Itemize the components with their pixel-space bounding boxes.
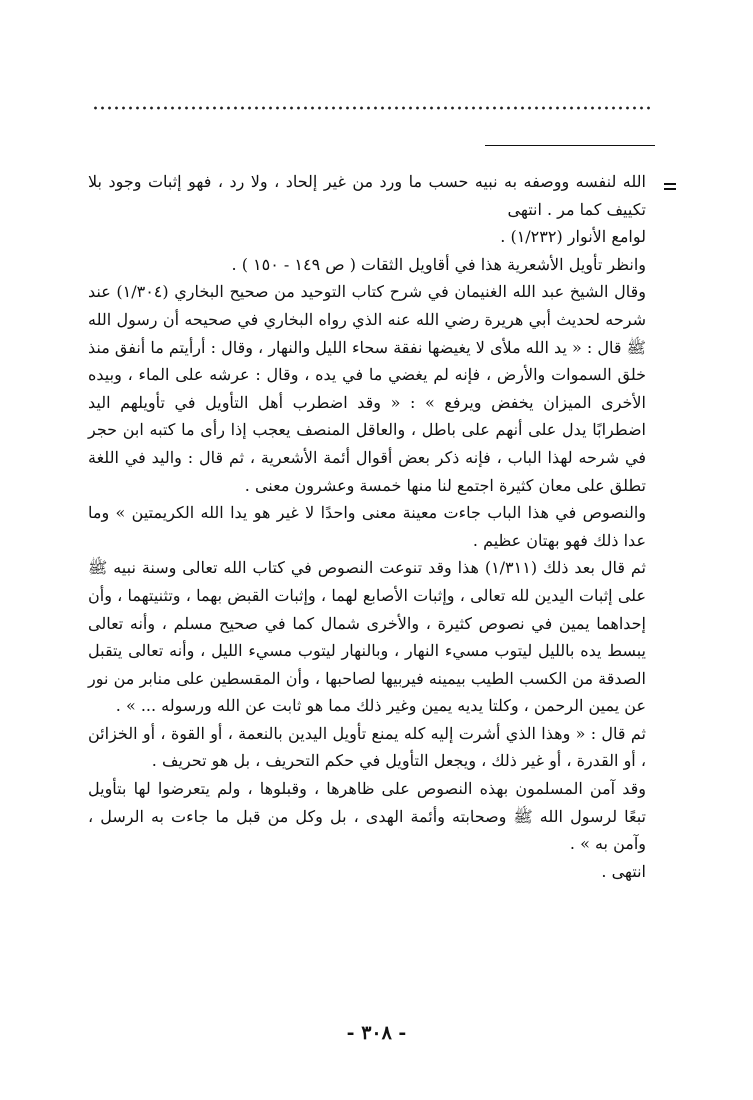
paragraph: الله لنفسه ووصفه به نبيه حسب ما ورد من غير إلحاد ، ولا رد ، فهو إثبات وجود بلا تكييف كما مر . انتهى [88, 172, 646, 219]
paragraph: وقد آمن المسلمون بهذه النصوص على ظاهرها ، وقبلوها ، ولم يتعرضوا لها بتأويل تبعًا لرسول الله ﷺ وصحابته وأئمة الهدى ، بل وكل من قبل ما جاءت به الرسل ، وآمن به » . [88, 779, 646, 854]
paragraph: وقال الشيخ عبد الله الغنيمان في شرح كتاب التوحيد من صحيح البخاري (١/٣٠٤) عند شرحه لحديث أبي هريرة رضي الله عنه الذي رواه البخاري في صحيحه أن رسول الله ﷺ قال : « يد الله ملأى لا يغيضها نفقة سحاء الليل والنهار ، وقال : أرأيتم ما أنفق منذ خلق السموات والأرض ، فإنه لم يغضي ما في يده ، وقال : عرشه على الماء ، وبيده الأخرى الميزان يخفض ويرفع » : « وقد اضطرب أهل التأويل في تأويلهم اليد اضطرابًا يدل على أنهم على باطل ، والعاقل المنصف يعجب إذا رأى ما كتبه ابن حجر في شرحه لهذا الباب ، فإنه ذكر بعض أقوال أئمة الأشعرية ، ثم قال : واليد في اللغة تطلق على معان كثيرة اجتمع لنا منها خمسة وعشرون معنى . [88, 282, 646, 495]
paragraph: ثم قال بعد ذلك (١/٣١١) هذا وقد تنوعت النصوص في كتاب الله تعالى وسنة نبيه ﷺ على إثبات اليدين لله تعالى ، وإثبات الأصابع لهما ، وإثبات القبض بهما ، وتثنيتهما ، وأن إحداهما يمين في نصوص كثيرة ، والأخرى شمال كما في صحيح مسلم ، وأنه تعالى يبسط يده بالليل ليتوب مسيء النهار ، وبالنهار ليتوب مسيء الليل ، وأنه تعالى يتقبل الصدقة من الكسب الطيب بيمينه فيربيها لصاحبها ، وأن المقسطين على منابر من نور عن يمين الرحمن ، وكلتا يديه يمين وغير ذلك مما هو ثابت عن الله ورسوله ... » . [88, 558, 646, 716]
footnote-rule [485, 145, 655, 146]
paragraph: انتهى . [601, 861, 646, 881]
paragraph: وانظر تأويل الأشعرية هذا في أقاويل الثقات ( ص ١٤٩ - ١٥٠ ) . [231, 254, 646, 274]
dotted-separator [92, 104, 652, 112]
paragraph: لوامع الأنوار (١/٢٣٢) . [500, 227, 646, 247]
page-number: - ٣٠٨ - [346, 1022, 407, 1044]
paragraph: ثم قال : « وهذا الذي أشرت إليه كله يمنع تأويل اليدين بالنعمة ، أو القوة ، أو الخزائن ، أو القدرة ، أو غير ذلك ، ويجعل التأويل في حكم التحريف ، بل هو تحريف . [88, 723, 646, 771]
paragraph: والنصوص في هذا الباب جاءت معينة معنى واحدًا لا غير هو يدا الله الكريمتين » وما عدا ذلك فهو بهتان عظيم . [88, 503, 647, 550]
continuation-mark [664, 183, 676, 185]
footnote-text [88, 168, 646, 885]
